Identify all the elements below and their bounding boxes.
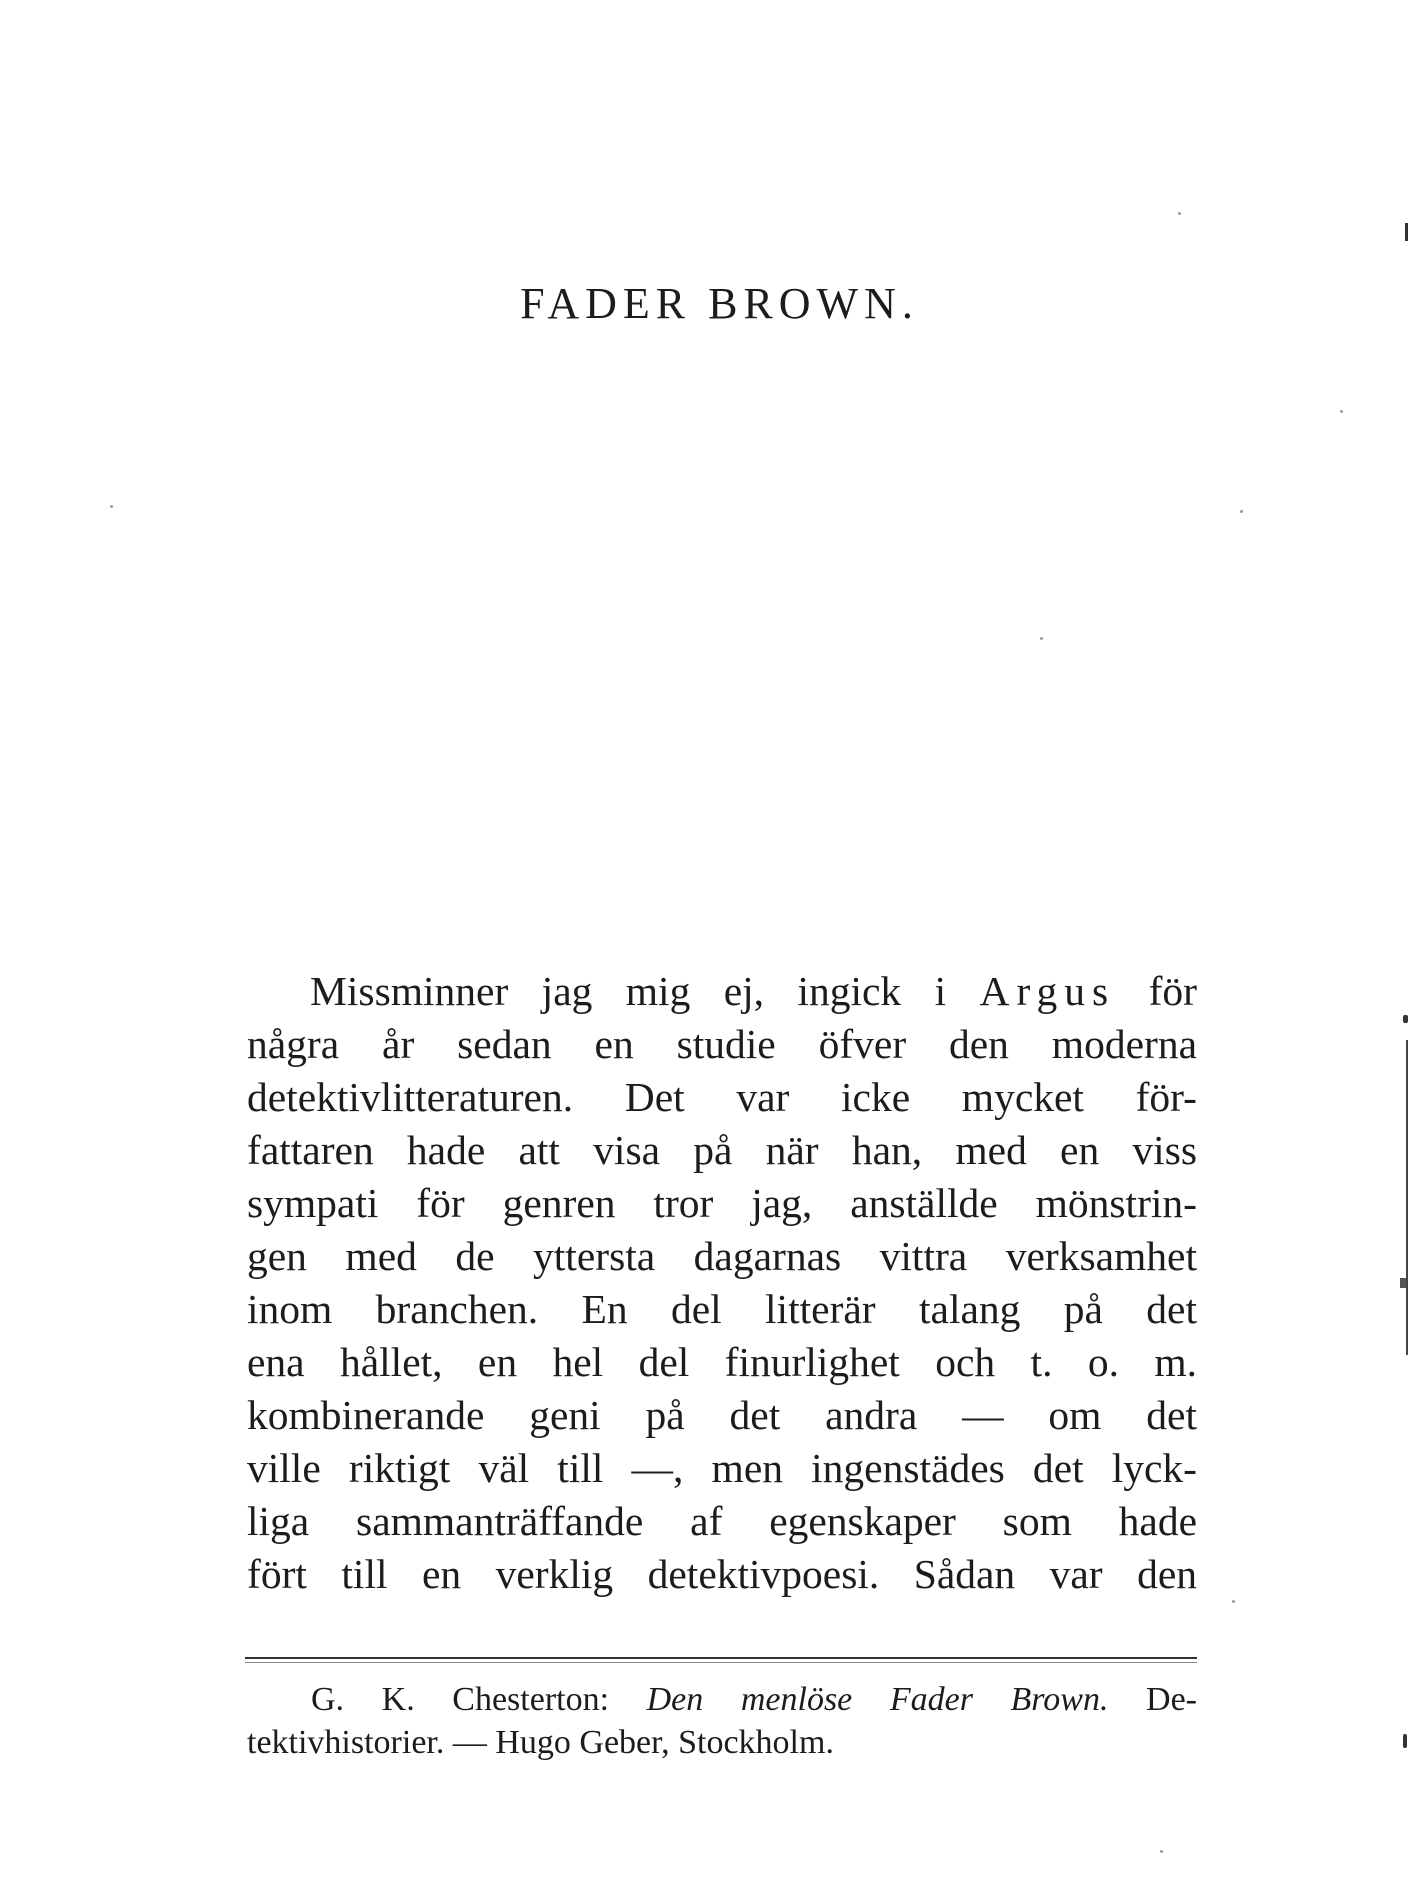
body-line: några år sedan en studie öfver den moderna	[247, 1021, 1197, 1067]
footnote	[247, 1678, 1197, 1764]
body-line: fattaren hade att visa på när han, med en viss	[247, 1127, 1197, 1173]
footnote-line	[247, 1678, 1197, 1721]
body-line: liga sammanträffande af egenskaper som hade	[247, 1498, 1197, 1544]
scan-mark-bullet	[1403, 1015, 1408, 1023]
body-line: ville riktigt väl till —, men ingenstädes det lyck-	[247, 1445, 1197, 1491]
footnote-divider-thin	[245, 1662, 1197, 1663]
body-line: sympati för genren tror jag, anställde mönstrin-	[247, 1180, 1197, 1226]
footnote-author: G. K. Chesterton:	[311, 1681, 647, 1718]
body-line	[247, 965, 1197, 1018]
scan-speck	[110, 505, 113, 508]
body-line: inom branchen. En del litterär talang på det	[247, 1286, 1197, 1332]
footnote-line: tektivhistorier. — Hugo Geber, Stockholm.	[247, 1724, 834, 1761]
footnote-book-title: Den menlöse Fader Brown.	[646, 1681, 1109, 1718]
body-paragraph	[247, 965, 1197, 1601]
scan-mark-bottom	[1403, 1734, 1407, 1748]
body-line: gen med de yttersta dagarnas vittra verksamhet	[247, 1233, 1197, 1279]
scan-speck	[1240, 510, 1243, 513]
scan-speck	[1340, 410, 1343, 413]
scan-mark-tick	[1400, 1278, 1406, 1288]
body-line: detektivlitteraturen. Det var icke mycket för-	[247, 1074, 1197, 1120]
footnote-divider	[245, 1657, 1197, 1659]
scan-speck	[1040, 637, 1043, 640]
body-line-1-emphasis: Argus	[979, 968, 1116, 1014]
scan-edge-line	[1406, 1040, 1408, 1355]
footnote-line-1-end: De-	[1108, 1681, 1198, 1718]
page-title: FADER BROWN.	[520, 279, 919, 328]
body-line: fört till en verklig detektivpoesi. Sådan var den	[247, 1551, 1197, 1597]
body-line-1-start: Missminner jag mig ej, ingick i	[310, 968, 980, 1014]
scan-speck	[1232, 1600, 1235, 1603]
scan-speck	[1160, 1850, 1163, 1853]
scan-mark-top	[1405, 223, 1408, 241]
body-line: ena hållet, en hel del finurlighet och t. o. m.	[247, 1339, 1197, 1385]
body-line: kombinerande geni på det andra — om det	[247, 1392, 1197, 1438]
scan-speck	[1178, 212, 1181, 215]
body-line-1-end: för	[1115, 968, 1198, 1014]
